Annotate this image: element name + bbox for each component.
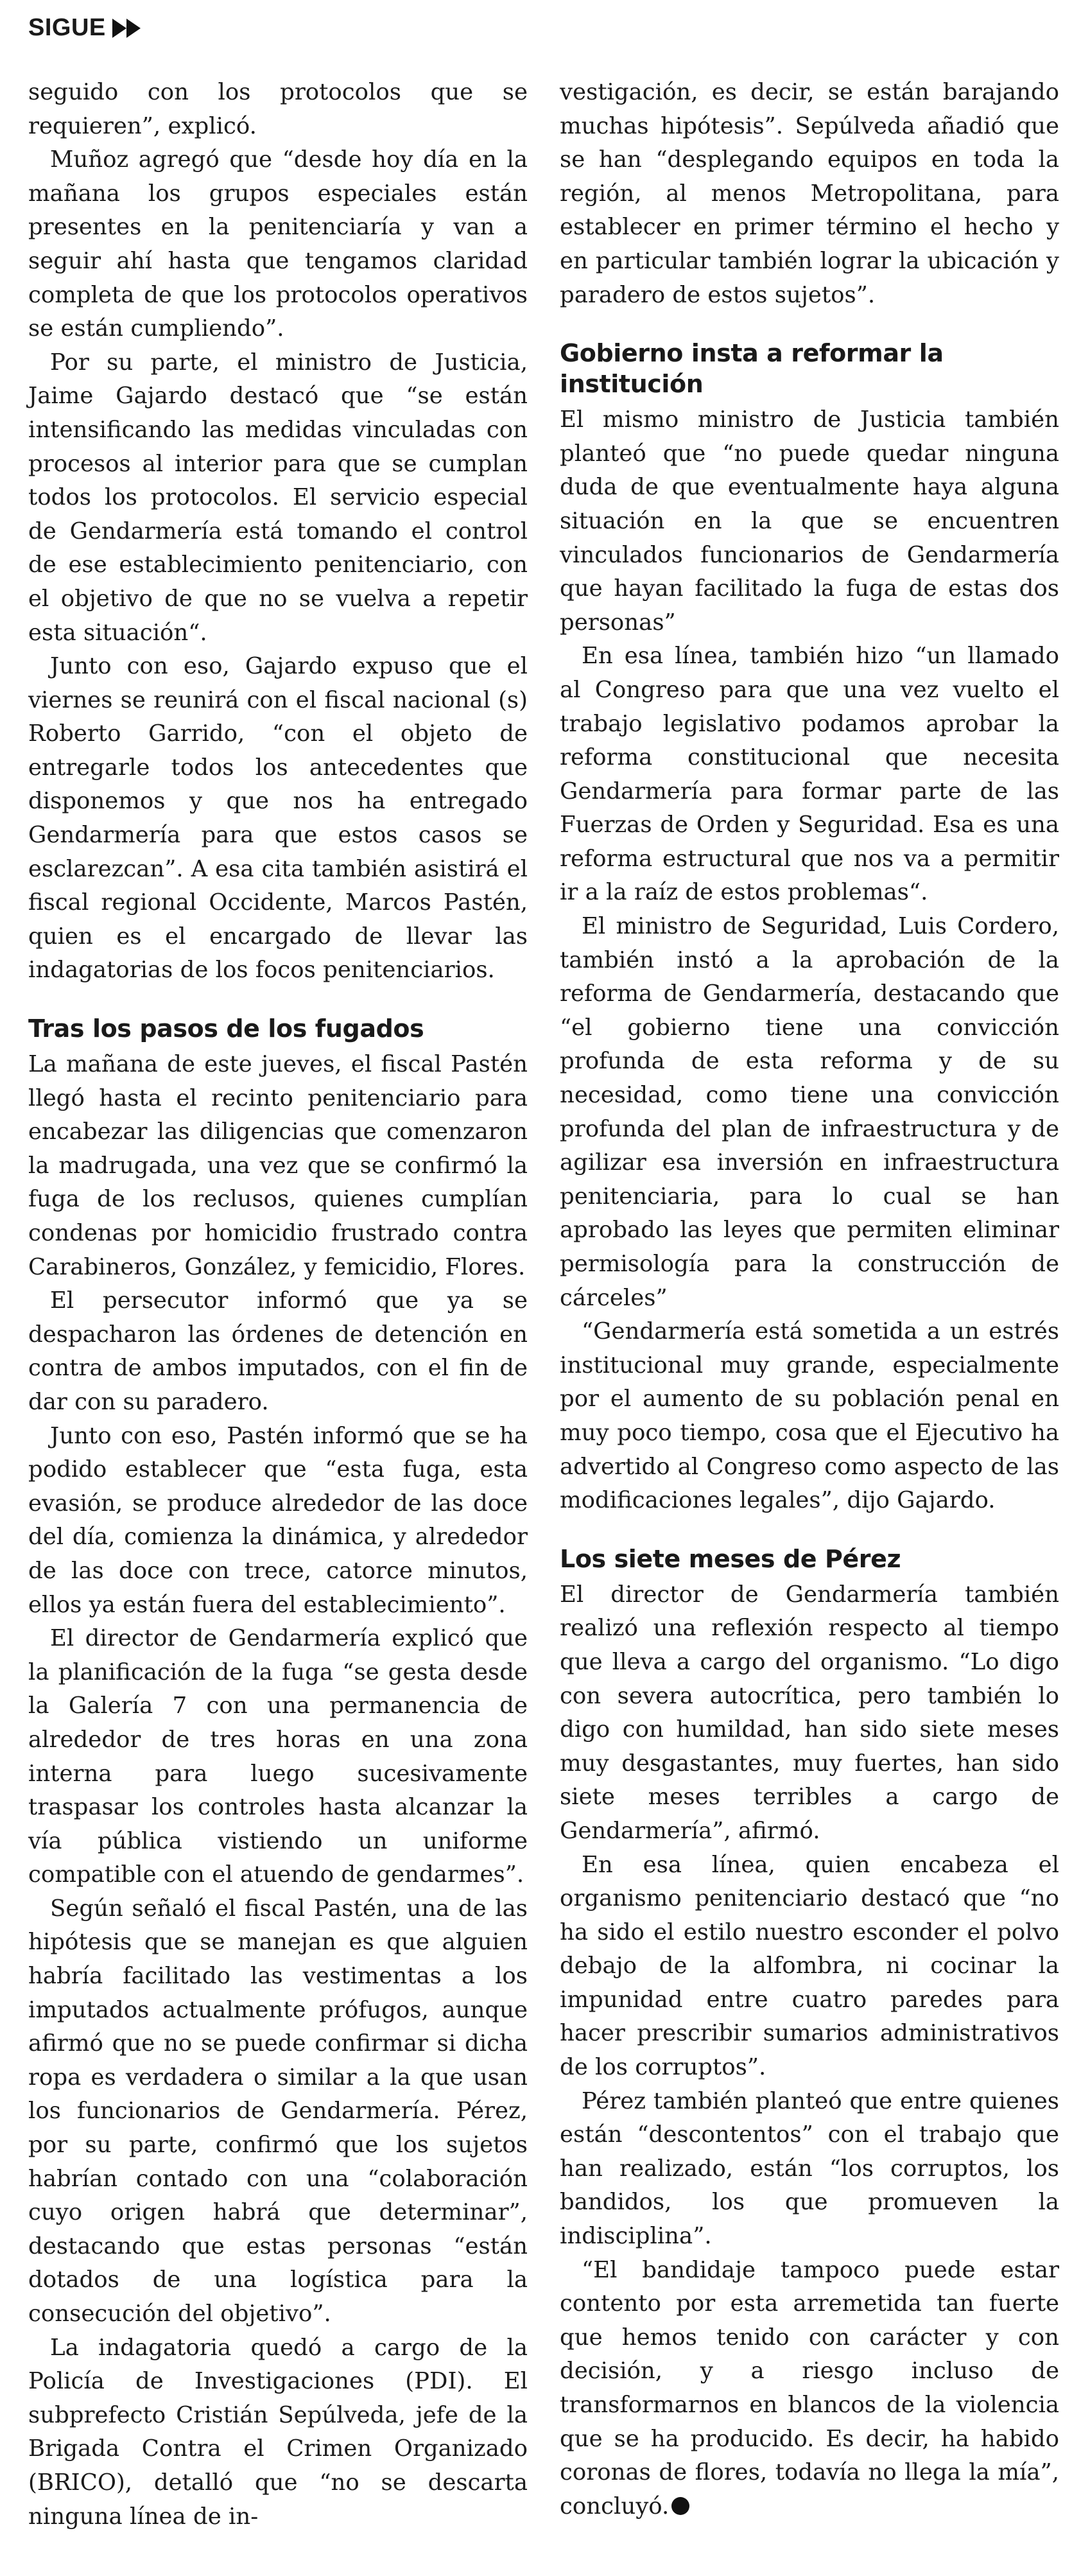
paragraph: El director de Gendarmería también realizó una reflexión respecto al tiempo que lleva a cargo del organismo. “Lo digo con severa autocrítica, pero también lo digo con humildad, han sido siete meses muy desgastantes, muy fuertes, han sido siete meses terribles a cargo de Gendarmería”, afirmó. [560,1581,1059,1844]
continue-label: SIGUE [28,14,106,41]
section-heading: Tras los pasos de los fugados [28,1014,424,1043]
left-column [28,76,528,2534]
paragraph: La indagatoria quedó a cargo de la Policía de Investigaciones (PDI). El subprefecto Cristián Sepúlveda, jefe de la Brigada Contra el Crimen Organizado (BRICO), detalló que “no se descarta ninguna línea de in- [28,2334,528,2530]
paragraph-text: “El bandidaje tampoco puede estar contento por esta arremetida tan fuerte que hemos tenido con carácter y con decisión, y a riesgo incluso de transformarnos en blancos de la violencia que se ha producido. Es decir, ha habido coronas de flores, todavía no llega la mía”, concluyó. [560,2256,1059,2519]
double-arrow-icon [112,19,141,38]
paragraph: seguido con los protocolos que se requieren”, explicó. [28,79,528,139]
paragraph: La mañana de este jueves, el fiscal Pastén llegó hasta el recinto penitenciario para encabezar las diligencias que comenzaron la madrugada, una vez que se confirmó la fuga de los reclusos, quienes cumplían condenas por homicidio frustrado contra Carabineros, González, y femicidio, Flores. [28,1051,528,1280]
paragraph: Por su parte, el ministro de Justicia, Jaime Gajardo destacó que “se están intensificando las medidas vinculadas con procesos al interior para que se cumplan todos los protocolos. El servicio especial de Gendarmería está tomando el control de ese establecimiento penitenciario, con el objetivo de que no se vuelva a repetir esta situación“. [28,349,528,646]
right-column [560,76,1059,2523]
section-heading: Los siete meses de Pérez [560,1544,901,1573]
paragraph: El persecutor informó que ya se despacharon las órdenes de detención en contra de ambos imputados, con el fin de dar con su paradero. [28,1287,528,1415]
paragraph: Según señaló el fiscal Pastén, una de las hipótesis que se manejan es que alguien habría facilitado las vestimentas a los imputados actualmente prófugos, aunque afirmó que no se puede confirmar si dicha ropa es verdadera o similar a la que usan los funcionarios de Gendarmería. Pérez, por su parte, confirmó que los sujetos habrían contado con una “colaboración cuyo origen habrá que determinar”, destacando que estas personas “están dotados de una logística para la consecución del objetivo”. [28,1895,528,2327]
paragraph: vestigación, es decir, se están barajando muchas hipótesis”. Sepúlveda añadió que se han “desplegando equipos en toda la región, al menos Metropolitana, para establecer en primer término el hecho y en particular también lograr la ubicación y paradero de estos sujetos”. [560,79,1059,308]
section-heading: Gobierno insta a reformar la institución [560,339,944,399]
end-of-article-bullet-icon [671,2497,689,2515]
paragraph: El ministro de Seguridad, Luis Cordero, también instó a la aprobación de la reforma de Gendarmería, destacando que “el gobierno tiene una convicción profunda de esta reforma y de su necesidad, como tiene una convicción profunda del plan de infraestructura y de agilizar esa inversión en infraestructura penitenciaria, para lo cual se han aprobado las leyes que permiten eliminar permisología para la construcción de cárceles” [560,913,1059,1311]
paragraph: Pérez también planteó que entre quienes están “descontentos” con el trabajo que han realizado, están “los corruptos, los bandidos, los que promueven la indisciplina”. [560,2087,1059,2250]
paragraph: En esa línea, también hizo “un llamado al Congreso para que una vez vuelto el trabajo legislativo podamos aprobar la reforma constitucional que necesita Gendarmería para formar parte de las Fuerzas de Orden y Seguridad. Esa es una reforma estructural que nos va a permitir ir a la raíz de estos problemas“. [560,643,1059,906]
paragraph: El director de Gendarmería explicó que la planificación de la fuga “se gesta desde la Galería 7 con una permanencia de alrededor de tres horas en una zona interna para luego sucesivamente traspasar los controles hasta alcanzar la vía pública vistiendo un uniforme compatible con el atuendo de gendarmes”. [28,1625,528,1888]
paragraph: “Gendarmería está sometida a un estrés institucional muy grande, especialmente por el aumento de su población penal en muy poco tiempo, cosa que el Ejecutivo ha advertido al Congreso como aspecto de las modificaciones legales”, dijo Gajardo. [560,1318,1059,1514]
paragraph: Junto con eso, Pastén informó que se ha podido establecer que “esta fuga, esta evasión, se produce alrededor de las doce del día, comienza la dinámica, y alrededor de las doce con trece, catorce minutos, ellos ya están fuera del establecimiento”. [28,1422,528,1618]
paragraph: Muñoz agregó que “desde hoy día en la mañana los grupos especiales están presentes en la penitenciaría y van a seguir ahí hasta que tengamos claridad completa de que los protocolos operativos se están cumpliendo”. [28,146,528,342]
continue-marker [28,14,141,42]
paragraph-final [560,2254,1059,2524]
paragraph: Junto con eso, Gajardo expuso que el viernes se reunirá con el fiscal nacional (s) Roberto Garrido, “con el objeto de entregarle todos los antecedentes que disponemos y que nos ha entregado Gendarmería para que estos casos se esclarezcan”. A esa cita también asistirá el fiscal regional Occidente, Marcos Pastén, quien es el encargado de llevar las indagatorias de los focos penitenciarios. [28,653,528,984]
paragraph: El mismo ministro de Justicia también planteó que “no puede quedar ninguna duda de que eventualmente haya alguna situación en la que se encuentren vinculados funcionarios de Gendarmería que hayan facilitado la fuga de estas dos personas” [560,406,1059,636]
paragraph: En esa línea, quien encabeza el organismo penitenciario destacó que “no ha sido el estilo nuestro esconder el polvo debajo de la alfombra, ni cocinar la impunidad entre cuatro paredes para hacer prescribir sumarios administrativos de los corruptos”. [560,1851,1059,2081]
